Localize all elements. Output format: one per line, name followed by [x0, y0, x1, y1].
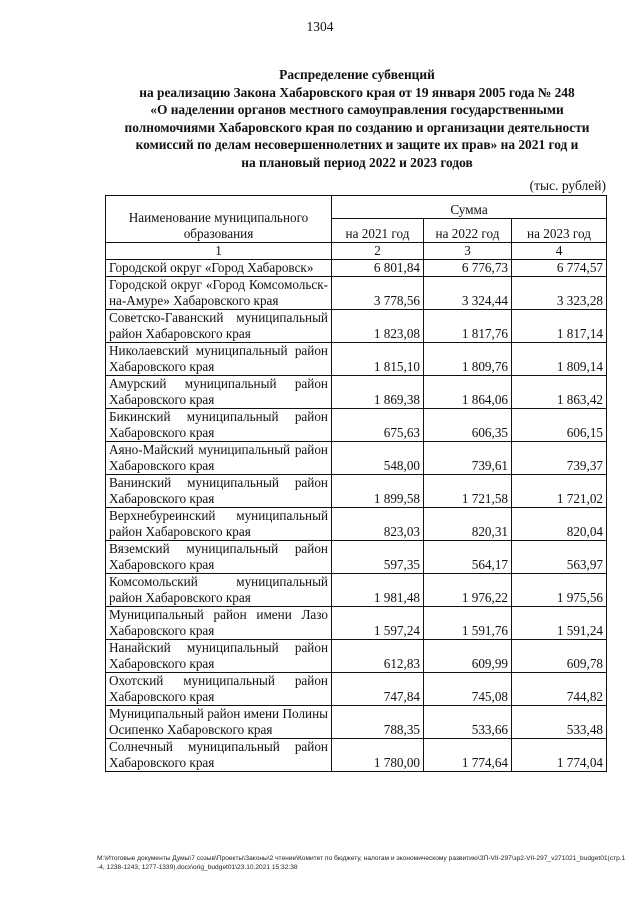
value-2022: 820,31	[424, 508, 512, 541]
value-2021: 788,35	[332, 706, 424, 739]
table-row	[106, 508, 607, 541]
municipality-name: Советско-Гаванский муниципальный район Хабаровского края	[106, 310, 332, 343]
value-2021: 1 597,24	[332, 607, 424, 640]
value-2023: 1 809,14	[512, 343, 607, 376]
value-2022: 606,35	[424, 409, 512, 442]
value-2022: 1 976,22	[424, 574, 512, 607]
municipality-name: Николаевский муниципальный район Хабаровского края	[106, 343, 332, 376]
value-2023: 1 863,42	[512, 376, 607, 409]
value-2022: 3 324,44	[424, 277, 512, 310]
value-2022: 564,17	[424, 541, 512, 574]
value-2023: 1 975,56	[512, 574, 607, 607]
table-row	[106, 574, 607, 607]
value-2022: 1 774,64	[424, 739, 512, 772]
value-2023: 606,15	[512, 409, 607, 442]
table-row	[106, 673, 607, 706]
value-2023: 1 774,04	[512, 739, 607, 772]
value-2021: 675,63	[332, 409, 424, 442]
title-line: комиссий по делам несовершеннолетних и защите их прав» на 2021 год и	[135, 137, 579, 153]
value-2023: 563,97	[512, 541, 607, 574]
value-2021: 1 823,08	[332, 310, 424, 343]
value-2023: 609,78	[512, 640, 607, 673]
value-2022: 1 817,76	[424, 310, 512, 343]
municipality-name: Солнечный муниципальный район Хабаровского края	[106, 739, 332, 772]
header-year-2023: на 2023 год	[512, 219, 607, 243]
municipality-name: Вяземский муниципальный район Хабаровского края	[106, 541, 332, 574]
value-2023: 820,04	[512, 508, 607, 541]
value-2022: 1 809,76	[424, 343, 512, 376]
value-2022: 6 776,73	[424, 260, 512, 277]
municipality-name: Верхнебуреинский муниципальный район Хабаровского края	[106, 508, 332, 541]
value-2023: 1 817,14	[512, 310, 607, 343]
value-2021: 6 801,84	[332, 260, 424, 277]
value-2021: 1 981,48	[332, 574, 424, 607]
municipality-name: Муниципальный район имени Полины Осипенко Хабаровского края	[106, 706, 332, 739]
municipality-name: Городской округ «Город Комсомольск-на-Амуре» Хабаровского края	[106, 277, 332, 310]
table-row	[106, 376, 607, 409]
value-2021: 1 869,38	[332, 376, 424, 409]
value-2022: 1 864,06	[424, 376, 512, 409]
municipality-name: Городской округ «Город Хабаровск»	[106, 260, 332, 277]
subvention-table	[105, 195, 607, 772]
municipality-name: Аяно-Майский муниципальный район Хабаровского края	[106, 442, 332, 475]
title-line: полномочиями Хабаровского края по созданию и организации деятельности	[124, 119, 590, 135]
title-line: Распределение субвенций	[279, 67, 435, 82]
value-2023: 533,48	[512, 706, 607, 739]
value-2023: 744,82	[512, 673, 607, 706]
value-2022: 1 591,76	[424, 607, 512, 640]
unit-label: (тыс. рублей)	[529, 178, 606, 193]
column-index: 1	[106, 243, 332, 260]
title-line: «О наделении органов местного самоуправления государственными	[150, 102, 564, 118]
table-row	[106, 541, 607, 574]
value-2023: 1 721,02	[512, 475, 607, 508]
table-row	[106, 409, 607, 442]
title-line: на плановый период 2022 и 2023 годов	[241, 154, 473, 170]
title-line: на реализацию Закона Хабаровского края от 19 января 2005 года № 248	[139, 84, 575, 100]
table-row	[106, 607, 607, 640]
header-sum: Сумма	[332, 196, 607, 219]
value-2021: 747,84	[332, 673, 424, 706]
value-2021: 548,00	[332, 442, 424, 475]
header-year-2021: на 2021 год	[332, 219, 424, 243]
table-row	[106, 442, 607, 475]
header-year-2022: на 2022 год	[424, 219, 512, 243]
value-2023: 3 323,28	[512, 277, 607, 310]
table-row	[106, 706, 607, 739]
document-title	[96, 66, 618, 172]
table-row	[106, 343, 607, 376]
municipality-name: Охотский муниципальный район Хабаровского края	[106, 673, 332, 706]
municipality-name: Нанайский муниципальный район Хабаровского края	[106, 640, 332, 673]
municipality-name: Бикинский муниципальный район Хабаровского края	[106, 409, 332, 442]
value-2023: 6 774,57	[512, 260, 607, 277]
municipality-name: Комсомольский муниципальный район Хабаровского края	[106, 574, 332, 607]
value-2021: 823,03	[332, 508, 424, 541]
column-index: 2	[332, 243, 424, 260]
column-index: 4	[512, 243, 607, 260]
value-2022: 739,61	[424, 442, 512, 475]
municipality-name: Ванинский муниципальный район Хабаровского края	[106, 475, 332, 508]
value-2022: 533,66	[424, 706, 512, 739]
value-2021: 612,83	[332, 640, 424, 673]
value-2023: 1 591,24	[512, 607, 607, 640]
value-2021: 3 778,56	[332, 277, 424, 310]
municipality-name: Муниципальный район имени Лазо Хабаровского края	[106, 607, 332, 640]
value-2022: 1 721,58	[424, 475, 512, 508]
file-path-footer: M:\Итоговые документы Думы\7 созыв\Проекты\Законы\2 чтение\Комитет по бюджету, налогам и экономическому развитию\ЗП-VII-297\зр2-VII-297_v271021_budget01(стр.1-4, 1238-1243, 1277-1339).docx\orig_budget01\23.10.2021 15:32:38	[97, 855, 626, 871]
value-2022: 745,08	[424, 673, 512, 706]
value-2021: 597,35	[332, 541, 424, 574]
column-index: 3	[424, 243, 512, 260]
value-2021: 1 780,00	[332, 739, 424, 772]
value-2021: 1 815,10	[332, 343, 424, 376]
table-row	[106, 640, 607, 673]
header-name: Наименование муниципального образования	[106, 196, 332, 243]
value-2021: 1 899,58	[332, 475, 424, 508]
table-row	[106, 277, 607, 310]
page-number: 1304	[306, 19, 334, 34]
value-2023: 739,37	[512, 442, 607, 475]
value-2022: 609,99	[424, 640, 512, 673]
table-row	[106, 260, 607, 277]
table-row	[106, 739, 607, 772]
table-row	[106, 475, 607, 508]
municipality-name: Амурский муниципальный район Хабаровского края	[106, 376, 332, 409]
table-row	[106, 310, 607, 343]
